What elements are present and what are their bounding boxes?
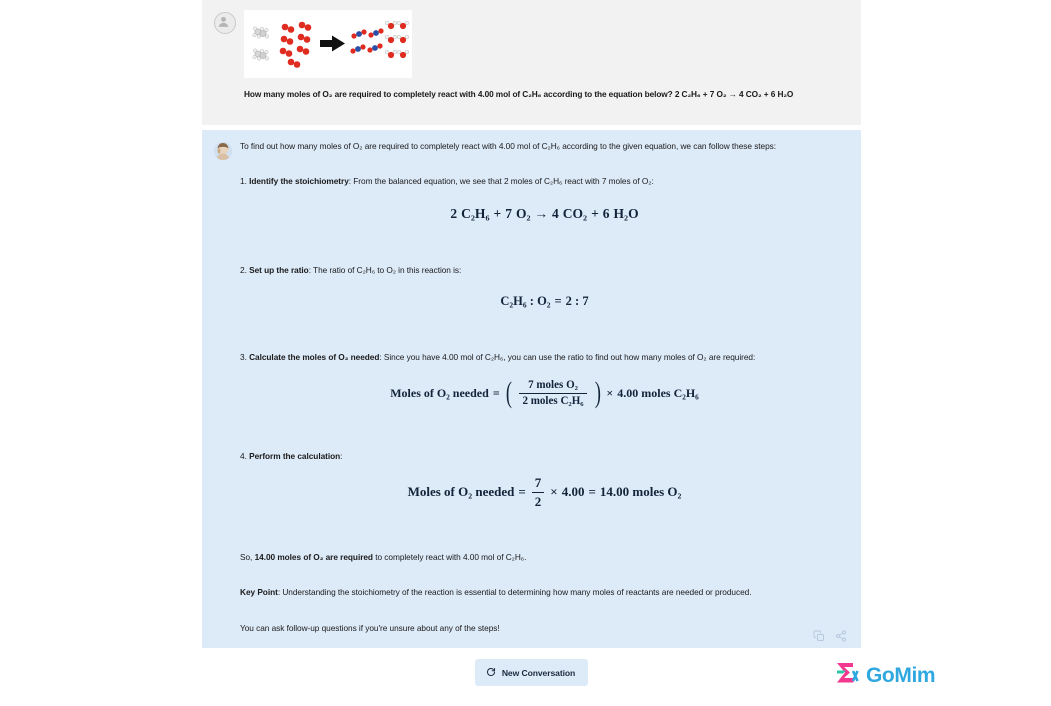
eq1-oxygen: O₂ <box>515 205 531 221</box>
conclusion-highlight: 14.00 moles of O₂ are required <box>254 551 373 562</box>
eq3-right-paren: ) <box>594 377 601 410</box>
assistant-avatar-photo <box>214 142 232 160</box>
chat-column <box>202 0 861 648</box>
equation-mole-ratio <box>240 294 849 309</box>
eq3-denominator: 2 moles C₂H₆ <box>519 393 586 408</box>
eq1-ethane: C₂H₆ <box>461 205 490 221</box>
message-actions <box>813 630 847 642</box>
eq2-left: C₂H₆ : O₂ <box>500 294 551 309</box>
conclusion-prefix: So, <box>240 551 255 562</box>
equation-final-calculation <box>240 475 849 509</box>
eq1-water: H₂O <box>613 205 639 221</box>
equation-2-spacer <box>240 309 849 329</box>
eq4-equals-1: = <box>518 484 526 500</box>
key-point-label: Key Point <box>240 587 278 598</box>
step-2-number: 2. <box>240 264 247 275</box>
eq1-co2: CO₂ <box>562 205 588 221</box>
eq4-fraction <box>532 475 545 509</box>
equation-ratio-multiplication <box>240 379 849 408</box>
assistant-intro-text: To find out how many moles of O₂ are required to completely react with 4.00 mol of C₂H₆ according to the given equation, we can follow these steps: <box>240 141 777 151</box>
refresh-icon <box>486 665 496 680</box>
user-message-bubble <box>202 0 861 125</box>
step-1-number: 1. <box>240 176 247 187</box>
share-icon[interactable] <box>835 630 847 642</box>
brand-logo <box>833 660 935 691</box>
followup-paragraph: You can ask follow-up questions if you're unsure about any of the steps! <box>240 622 500 633</box>
step-2-paragraph <box>240 264 849 277</box>
copy-icon[interactable] <box>813 630 825 642</box>
eq4-times: × <box>550 484 558 500</box>
conclusion-paragraph <box>240 551 849 564</box>
step-3-title: Calculate the moles of O₂ needed <box>249 352 380 363</box>
eq1-plus-2: + <box>591 205 599 221</box>
eq4-lhs: Moles of O₂ needed <box>407 484 515 500</box>
step-1-body: : From the balanced equation, we see that 2 moles of C₂H₆ react with 7 moles of O₂: <box>348 176 654 187</box>
eq3-factor: 4.00 moles C₂H₆ <box>617 385 699 400</box>
conclusion-suffix: to completely react with 4.00 mol of C₂H₆. <box>372 551 527 562</box>
step-2-body: : The ratio of C₂H₆ to O₂ in this reaction is: <box>308 264 462 275</box>
step-4-body: : <box>340 450 343 461</box>
eq1-coeff-ethane: 2 <box>450 205 458 221</box>
eq4-result: 14.00 moles O₂ <box>599 484 682 500</box>
eq4-denominator: 2 <box>532 492 545 509</box>
eq3-times: × <box>606 385 614 400</box>
eq1-arrow-icon: → <box>534 205 549 221</box>
equation-1-spacer <box>240 222 849 242</box>
equation-balanced-reaction <box>240 206 849 222</box>
eq1-coeff-oxygen: 7 <box>505 205 512 221</box>
eq3-lhs: Moles of O₂ needed <box>390 385 489 400</box>
eq2-equals: = <box>554 294 562 309</box>
key-point-paragraph <box>240 586 849 599</box>
eq1-coeff-water: 6 <box>602 205 610 221</box>
user-message-content <box>244 10 849 100</box>
eq4-factor: 4.00 <box>561 484 585 500</box>
eq3-left-paren: ( <box>505 377 512 410</box>
step-3-body: : Since you have 4.00 mol of C₂H₆, you can use the ratio to find out how many moles of O₂ are required: <box>379 352 756 363</box>
step-3-number: 3. <box>240 352 247 363</box>
step-4-title: Perform the calculation <box>249 450 341 461</box>
eq3-equals: = <box>492 385 500 400</box>
eq1-coeff-co2: 4 <box>552 205 559 221</box>
eq1-plus-1: + <box>493 205 502 221</box>
molecular-reaction-diagram <box>244 10 412 78</box>
step-3-paragraph <box>240 351 849 364</box>
brand-name: GoMim <box>866 663 936 687</box>
user-circle-icon <box>214 12 236 34</box>
eq4-equals-2: = <box>588 484 596 500</box>
eq4-numerator: 7 <box>534 475 542 491</box>
assistant-message-bubble <box>202 130 861 648</box>
step-4-paragraph <box>240 450 849 463</box>
sigma-x-logo-icon <box>833 660 863 691</box>
key-point-body: : Understanding the stoichiometry of the reaction is essential to determining how many moles of reactants are needed or produced. <box>277 587 752 598</box>
new-conversation-button[interactable] <box>475 659 588 686</box>
new-conversation-area <box>202 659 861 686</box>
eq2-right: 2 : 7 <box>565 294 589 309</box>
equation-4-spacer <box>240 509 849 529</box>
assistant-message-content <box>240 140 849 635</box>
eq3-numerator: 7 moles O₂ <box>528 378 578 391</box>
new-conversation-label: New Conversation <box>501 667 576 678</box>
step-1-paragraph <box>240 175 849 188</box>
equation-3-spacer <box>240 408 849 428</box>
eq3-fraction <box>519 379 586 408</box>
step-4-number: 4. <box>240 450 247 461</box>
user-question-text: How many moles of O₂ are required to completely react with 4.00 mol of C₂H₆ according to the equation below? 2 C₂H₆ + 7 O₂ → 4 CO₂ + 6 H₂O <box>244 89 794 99</box>
step-2-title: Set up the ratio <box>249 264 309 275</box>
step-1-title: Identify the stoichiometry <box>249 176 349 187</box>
